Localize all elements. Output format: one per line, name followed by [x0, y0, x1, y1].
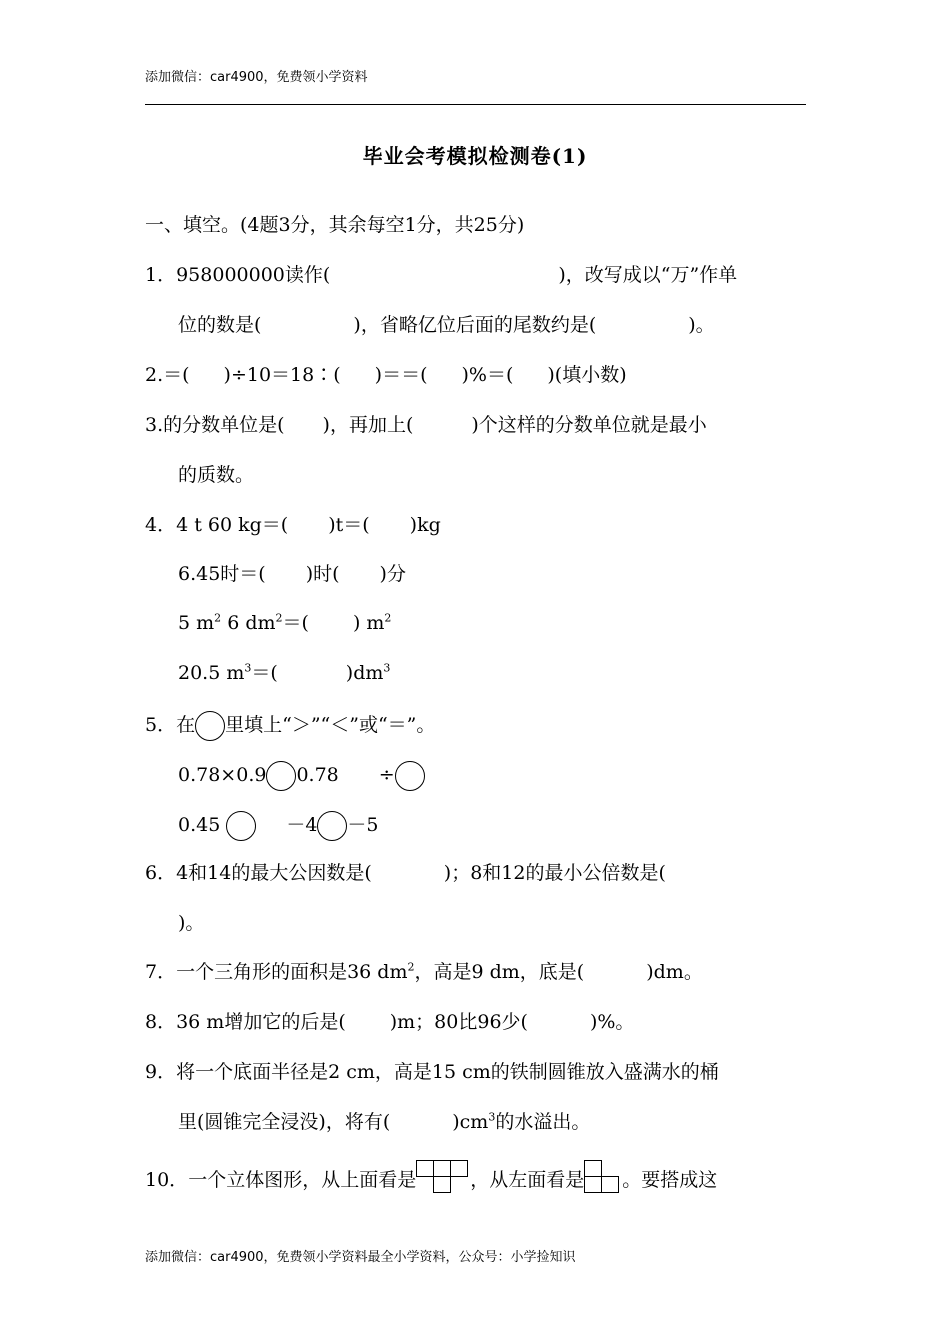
question-4-line-3: 5 $m^2$ 6 $dm^2=$( ) $m^2$: [178, 611, 392, 634]
question-4-line-1: 4．4 t 60 kg＝( )t＝( )kg: [145, 514, 441, 536]
compare-circle[interactable]: [195, 711, 225, 741]
question-3-line-2: 的质数。: [178, 464, 255, 486]
question-2: 2.＝( )÷10＝18∶( )＝＝( )%＝( )(填小数): [145, 364, 627, 386]
question-6-line-1: 6．4和14的最大公因数是( )；8和12的最小公倍数是(: [145, 862, 666, 884]
question-9-line-1: 9．将一个底面半径是2 cm，高是15 cm的铁制圆锥放入盛满水的桶: [145, 1061, 719, 1083]
question-4-line-4: 20.5 $m^3=$( )$dm^3$: [178, 661, 391, 684]
compare-circle[interactable]: [226, 811, 256, 841]
compare-circle[interactable]: [317, 811, 347, 841]
left-view-figure: [584, 1160, 622, 1194]
question-1-line-2: 位的数是( )，省略亿位后面的尾数约是( )。: [178, 314, 715, 336]
compare-circle[interactable]: [395, 761, 425, 791]
question-10: 10．一个立体图形，从上面看是 ，从左面看是 。要搭成这: [145, 1160, 717, 1194]
page-title: 毕业会考模拟检测卷(1): [362, 144, 588, 168]
question-6-line-2: )。: [178, 912, 205, 934]
question-9-line-2: 里(圆锥完全浸没)，将有( )$cm^3$的水溢出。: [178, 1110, 591, 1133]
question-3-line-1: 3.的分数单位是( )，再加上( )个这样的分数单位就是最小: [145, 414, 707, 436]
question-5-line-3: 0.45 －4 －5: [178, 811, 379, 841]
question-7: 7．一个三角形的面积是36 $dm^2$，高是9 dm，底是( )dm。: [145, 960, 703, 983]
question-5-line-1: 5．在 里填上“＞”“＜”或“＝”。: [145, 711, 435, 741]
section-heading: 一、填空。(4题3分，其余每空1分，共25分): [145, 214, 525, 236]
question-5-line-2: 0.78×0.9 0.78 ÷: [178, 761, 425, 791]
top-view-figure: [416, 1160, 470, 1194]
footer-note: 添加微信：car4900，免费领小学资料最全小学资料，公众号：小学捡知识: [145, 1250, 576, 1265]
compare-circle[interactable]: [266, 761, 296, 791]
question-1-line-1: 1．958000000读作( )，改写成以“万”作单: [145, 264, 738, 286]
question-8: 8．36 m增加它的后是( )m；80比96少( )%。: [145, 1011, 635, 1033]
header-rule: [145, 104, 806, 105]
header-note: 添加微信：car4900，免费领小学资料: [145, 70, 368, 85]
question-4-line-2: 6.45时＝( )时( )分: [178, 563, 406, 585]
